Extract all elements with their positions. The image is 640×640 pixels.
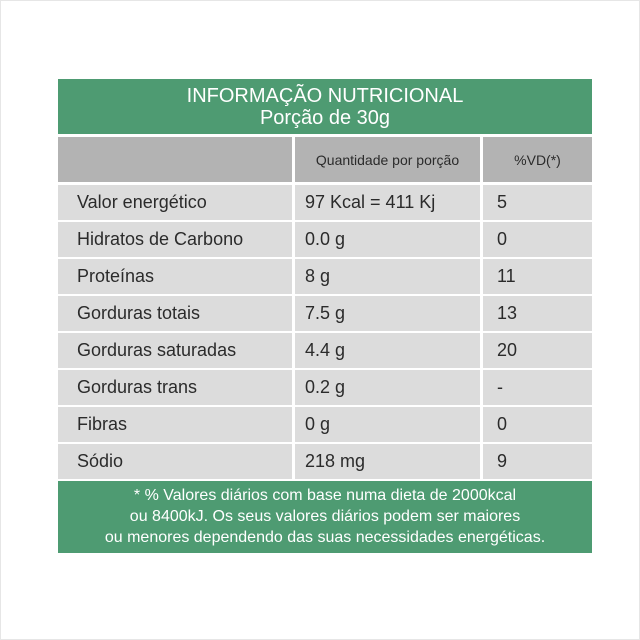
nutrition-facts-table [58, 79, 592, 553]
table-title: INFORMAÇÃO NUTRICIONAL [186, 85, 464, 107]
footnote-band [58, 481, 592, 553]
table-row [58, 370, 592, 405]
nutrient-name: Hidratos de Carbono [58, 222, 292, 257]
nutrient-dv: 9 [483, 444, 592, 479]
nutrient-amount: 97 Kcal = 411 Kj [295, 185, 480, 220]
serving-size: Porção de 30g [259, 107, 391, 129]
nutrient-amount: 4.4 g [295, 333, 480, 368]
title-band [58, 79, 592, 134]
table-row [58, 333, 592, 368]
nutrient-name: Gorduras totais [58, 296, 292, 331]
nutrient-name: Gorduras trans [58, 370, 292, 405]
nutrient-amount: 0.0 g [295, 222, 480, 257]
column-header-row [58, 137, 592, 182]
nutrient-name: Fibras [58, 407, 292, 442]
nutrient-name: Sódio [58, 444, 292, 479]
table-row [58, 296, 592, 331]
nutrient-amount: 0.2 g [295, 370, 480, 405]
nutrient-dv: 13 [483, 296, 592, 331]
table-row [58, 407, 592, 442]
nutrient-dv: 5 [483, 185, 592, 220]
nutrient-dv: 0 [483, 407, 592, 442]
nutrient-name: Gorduras saturadas [58, 333, 292, 368]
nutrient-dv: 20 [483, 333, 592, 368]
footnote-line: ou 8400kJ. Os seus valores diários podem ser maiores [129, 508, 521, 525]
table-row [58, 259, 592, 294]
header-nutrient [58, 137, 292, 182]
table-row [58, 185, 592, 220]
footnote-line: ou menores dependendo das suas necessidades energéticas. [104, 529, 546, 546]
nutrient-amount: 0 g [295, 407, 480, 442]
footnote-line: * % Valores diários com base numa dieta de 2000kcal [133, 487, 517, 504]
header-daily-value: %VD(*) [483, 137, 592, 182]
nutrient-amount: 218 mg [295, 444, 480, 479]
nutrient-name: Valor energético [58, 185, 292, 220]
nutrient-amount: 8 g [295, 259, 480, 294]
nutrient-dv: 11 [483, 259, 592, 294]
header-amount: Quantidade por porção [295, 137, 480, 182]
nutrient-amount: 7.5 g [295, 296, 480, 331]
table-row [58, 444, 592, 479]
table-row [58, 222, 592, 257]
nutrient-dv: - [483, 370, 592, 405]
nutrient-dv: 0 [483, 222, 592, 257]
nutrient-name: Proteínas [58, 259, 292, 294]
